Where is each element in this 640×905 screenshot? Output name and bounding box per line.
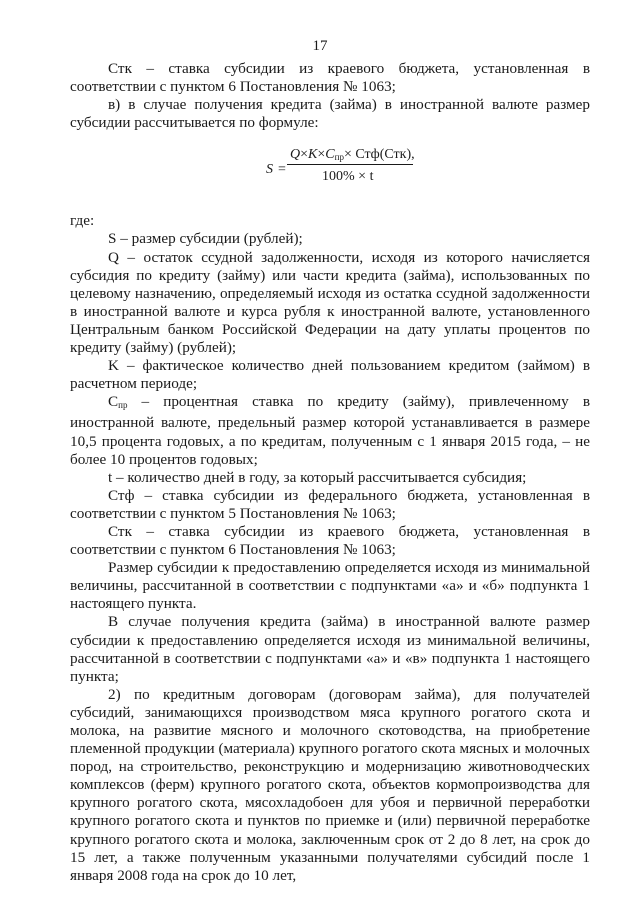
- definition-cpr: $С_{пр}$ – процентная ставка по кредиту (займу), привлеченному в иностранной валюте, предельный размер которой устанавливается в размере 10,5 процента годовых, а по кредитам, полученным с 1 января 2015 года, – не более 10 процентов годовых;: [70, 393, 590, 468]
- definitions-intro: где:: [70, 212, 95, 230]
- definition-q: Q – остаток ссудной задолженности, исходя из которого начисляется субсидия по кредиту (займу) или части кредита (займа), использованных по целевому назначению, определяемый исходя из остатка ссудной задолженности в иностранной валюте и курса рубля к иностранной валюте, установленного Центральным банком Российской Федерации на дату уплаты процентов по кредиту (займу) (рублей);: [70, 248, 590, 357]
- paragraph: В случае получения кредита (займа) в иностранной валюте размер субсидии к предоставлению определяется исходя из минимальной величины, рассчитанной в соответствии с подпунктами «а» и «в» подпункта 1 настоящего пункта;: [70, 613, 590, 685]
- definition-t: t – количество дней в году, за который рассчитывается субсидия;: [108, 468, 527, 486]
- definition-stk: Стк – ставка субсидии из краевого бюджета, установленная в соответствии с пунктом 6 Постановления № 1063;: [70, 522, 590, 559]
- paragraph: в) в случае получения кредита (займа) в иностранной валюте размер субсидии рассчитывается по формуле:: [70, 96, 590, 132]
- formula-equals: =: [278, 162, 286, 178]
- document-body: [70, 60, 590, 885]
- definition-s: S – размер субсидии (рублей);: [108, 230, 303, 248]
- definition-k: K – фактическое количество дней пользованием кредитом (займом) в расчетном периоде;: [70, 357, 590, 393]
- formula-numerator: $Q\times K\times C_{пр}\times Стф(Стк)$,: [290, 147, 415, 163]
- paragraph: 2) по кредитным договорам (договорам займа), для получателей субсидий, занимающихся производством мяса крупного рогатого скота и молока, на развитие мясного и молочного скотоводства, на приобретение племенной продукции (материала) крупного рогатого скота мясных и молочных пород, на строительство, реконструкцию и модернизацию животноводческих комплексов (ферм) крупного рогатого скота, объектов кормопроизводства для крупного рогатого скота, мясохладобоен для убоя и первичной переработки крупного рогатого скота и пунктов по приемке и (или) первичной переработке крупного рогатого скота и молока, заключенным срок от 2 до 8 лет, на срок до 15 лет, а также полученным указанными получателями субсидий после 1 января 2008 года на срок до 10 лет,: [70, 685, 590, 884]
- page-number: 17: [312, 38, 328, 54]
- cpr-symbol: $С_{пр}$: [108, 393, 128, 411]
- formula-denominator: 100% × t: [322, 169, 374, 185]
- subsidy-formula: [70, 146, 590, 212]
- paragraph: Размер субсидии к предоставлению определяется исходя из минимальной величины, рассчитанной в соответствии с подпунктами «а» и «б» подпункта 1 настоящего пункта.: [70, 559, 590, 613]
- definition-stf: Стф – ставка субсидии из федерального бюджета, установленная в соответствии с пунктом 5 Постановления № 1063;: [70, 486, 590, 522]
- formula-lhs: S: [266, 162, 273, 178]
- paragraph: Стк – ставка субсидии из краевого бюджета, установленная в соответствии с пунктом 6 Постановления № 1063;: [70, 60, 590, 96]
- fraction-bar: [287, 164, 413, 165]
